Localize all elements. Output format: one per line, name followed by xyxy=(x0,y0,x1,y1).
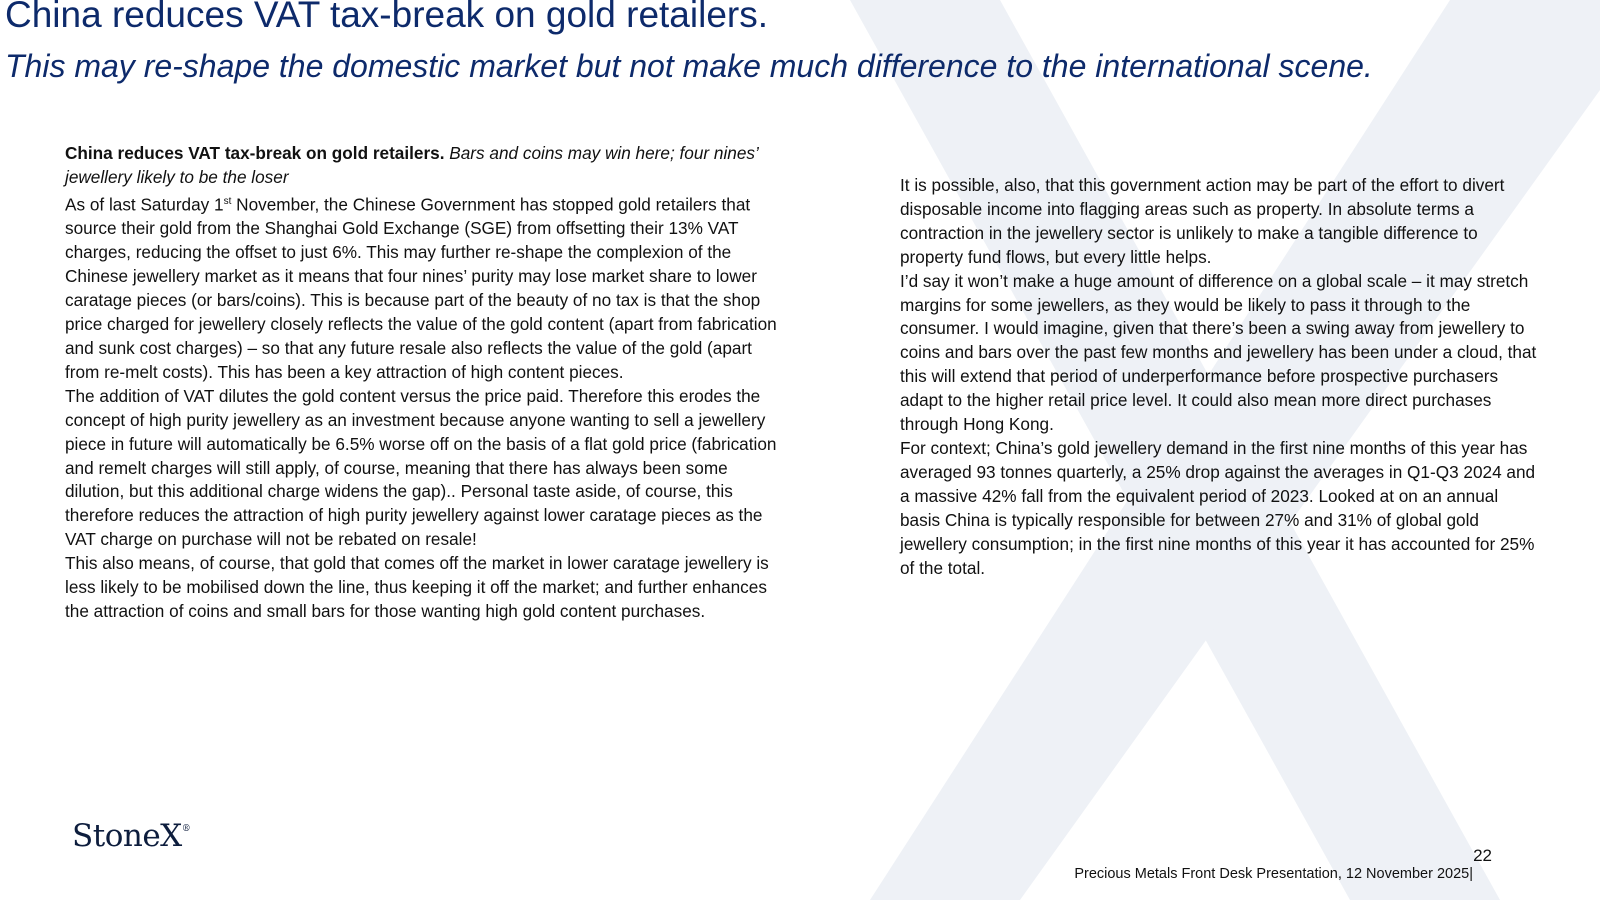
left-paragraph-1-start: As of last Saturday 1 xyxy=(65,194,224,215)
logo-registered-mark: ® xyxy=(181,824,191,834)
logo-text: StoneX xyxy=(72,818,182,854)
left-paragraph-3: This also means, of course, that gold that comes off the market in lower caratage jewellery is less likely to be mobilised down the line, thus keeping it off the market; and further enhances the attraction of coins and small bars for those wanting high gold content purchases. xyxy=(65,553,769,621)
footer-text: Precious Metals Front Desk Presentation, 12 November 2025| xyxy=(1074,866,1473,882)
stonex-logo xyxy=(72,818,190,854)
lead-italic-text: Bars and coins may win here; four nines’ jewellery likely to be the loser xyxy=(65,143,758,187)
page-subtitle: This may re-shape the domestic market but not make much difference to the international scene. xyxy=(5,48,1373,84)
left-paragraph-2: The addition of VAT dilutes the gold content versus the price paid. Therefore this erodes the concept of high purity jewellery as an investment because anyone wanting to sell a jewellery piece in future will automatically be 6.5% worse off on the basis of a flat gold price (fabrication and remelt charges will still apply, of course, meaning that there has always been some dilution, but this additional charge widens the gap).. Personal taste aside, of course, this therefore reduces the attraction of high purity jewellery against lower caratage pieces as the VAT charge on purchase will not be rebated on resale! xyxy=(65,385,777,550)
left-column xyxy=(65,142,780,624)
page-number: 22 xyxy=(1473,846,1492,865)
right-paragraph-1: It is possible, also, that this government action may be part of the effort to divert disposable income into flagging areas such as property. In absolute terms a contraction in the jewellery sector is unlikely to make a tangible difference to property fund flows, but every little helps. xyxy=(900,175,1505,267)
lead-paragraph xyxy=(65,142,780,190)
left-paragraph-1-rest: November, the Chinese Government has stopped gold retailers that source their gold from the Shanghai Gold Exchange (SGE) from offsetting their 13% VAT charges, reducing the offset to just 6%. This may further re-shape the complexion of the Chinese jewellery market as it means that four nines’ purity may lose market share to lower caratage pieces (or bars/coins). This is because part of the beauty of no tax is that the shop price charged for jewellery closely reflects the value of the gold content (apart from fabrication and sunk cost charges) – so that any future resale also reflects the value of the gold (apart from re-melt costs). This has been a key attraction of high content pieces. xyxy=(65,194,777,382)
right-paragraph-3: For context; China’s gold jewellery demand in the first nine months of this year has averaged 93 tonnes quarterly, a 25% drop against the averages in Q1-Q3 2024 and a massive 42% fall from the equivalent period of 2023. Looked at on an annual basis China is typically responsible for between 27% and 31% of global gold jewellery consumption; in the first nine months of this year it has accounted for 25% of the total. xyxy=(900,437,1536,578)
left-paragraph-1 xyxy=(65,190,780,385)
lead-bold-text: China reduces VAT tax-break on gold retailers. xyxy=(65,143,445,163)
right-column xyxy=(900,174,1540,580)
date-suffix: st xyxy=(223,195,232,207)
page-title: China reduces VAT tax-break on gold retailers. xyxy=(5,0,768,35)
right-paragraph-2: I’d say it won’t make a huge amount of difference on a global scale – it may stretch margins for some jewellers, as they would be likely to pass it through to the consumer. I would imagine, given that there’s been a swing away from jewellery to coins and bars over the past few months and jewellery has been under a cloud, that this will extend that period of underperformance before prospective purchasers adapt to the higher retail price level. It could also mean more direct purchases through Hong Kong. xyxy=(900,270,1537,435)
